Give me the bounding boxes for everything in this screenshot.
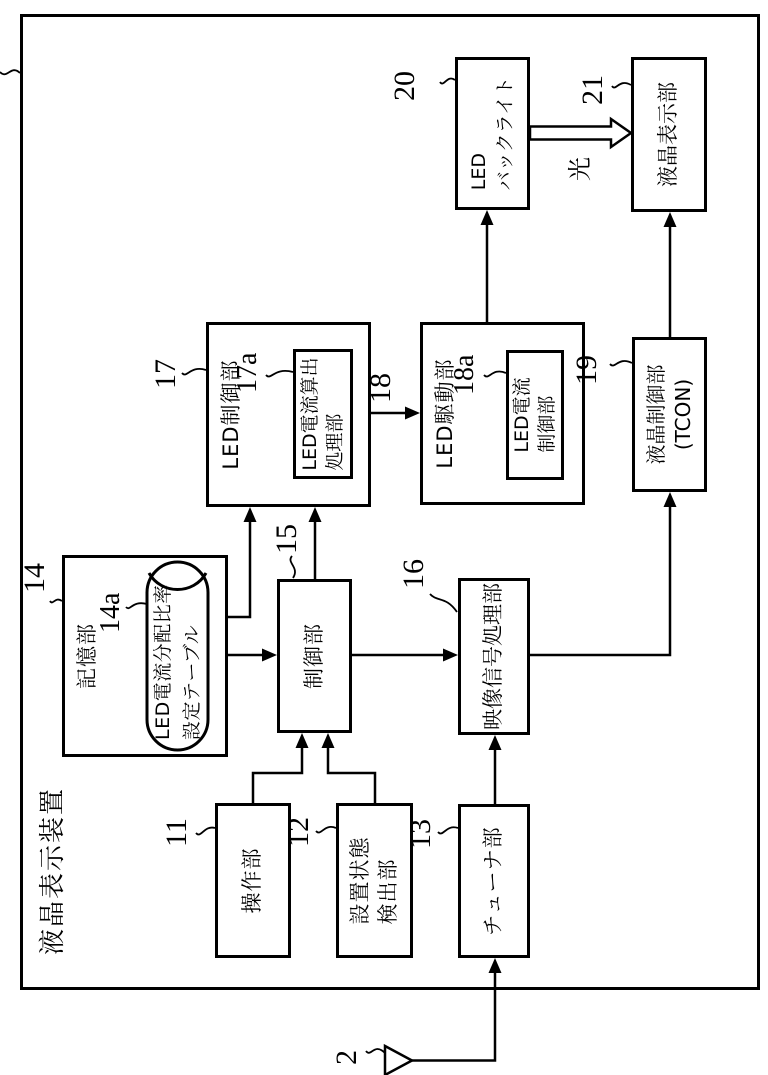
block-install-state-detector [336,803,413,958]
block-install-state-label: 設置状態 検出部 [347,836,400,925]
ref-install-state: 12 [282,817,315,847]
ref-antenna: 2 [330,1050,363,1065]
block-tuner-label: チューナ部 [481,826,506,936]
block-led-current-control [506,350,564,480]
ref-lcd-controller: 19 [570,355,603,385]
current-ratio-table-cylinder [65,558,225,754]
block-operation [215,803,291,958]
block-led-current-control-label: LED電流 制御部 [510,377,558,453]
ref-video-signal: 16 [397,559,430,589]
block-led-backlight-label: LED バックライト [468,76,516,191]
device-title: 液晶表示装置 [38,786,68,955]
block-lcd-panel-label: 液晶表示部 [656,82,681,187]
ref-tuner: 13 [404,819,437,849]
ref-table: 14a [95,592,126,633]
ref-operation: 11 [160,818,193,847]
block-operation-label: 操作部 [240,847,265,914]
block-led-backlight [455,57,530,210]
leader-outer-box [0,70,20,74]
block-controller [277,579,352,733]
block-tuner [458,804,530,958]
block-lcd-controller-label: 液晶制御部 (TCON) [644,364,695,465]
current-ratio-table-label: LED電流分配比率 設定テーブル [152,584,203,740]
ref-led-current: 18a [449,354,480,395]
block-video-signal-label: 映像信号処理部 [481,583,506,730]
block-memory [62,555,228,757]
leader-antenna [366,1049,385,1053]
block-led-current-calc-label: LED電流算出 処理部 [298,357,346,471]
block-led-control-label: LED制御部 [219,359,243,470]
block-led-driver-label: LED駆動部 [433,358,457,469]
block-led-current-calc [293,349,353,479]
block-lcd-controller [632,337,707,492]
block-memory-label: 記憶部 [75,623,99,689]
ref-led-control: 17 [149,359,182,389]
antenna-icon [385,1046,412,1075]
ref-led-calc: 17a [232,352,263,393]
ref-backlight: 20 [388,71,421,101]
ref-memory: 14 [18,563,51,593]
block-controller-label: 制御部 [301,623,326,689]
ref-lcd-panel: 21 [576,75,609,105]
ref-led-driver: 18 [364,373,397,403]
ref-controller: 15 [270,524,303,554]
light-label: 光 [566,157,594,181]
block-video-signal-processor [458,578,530,735]
block-lcd-panel [631,57,707,212]
